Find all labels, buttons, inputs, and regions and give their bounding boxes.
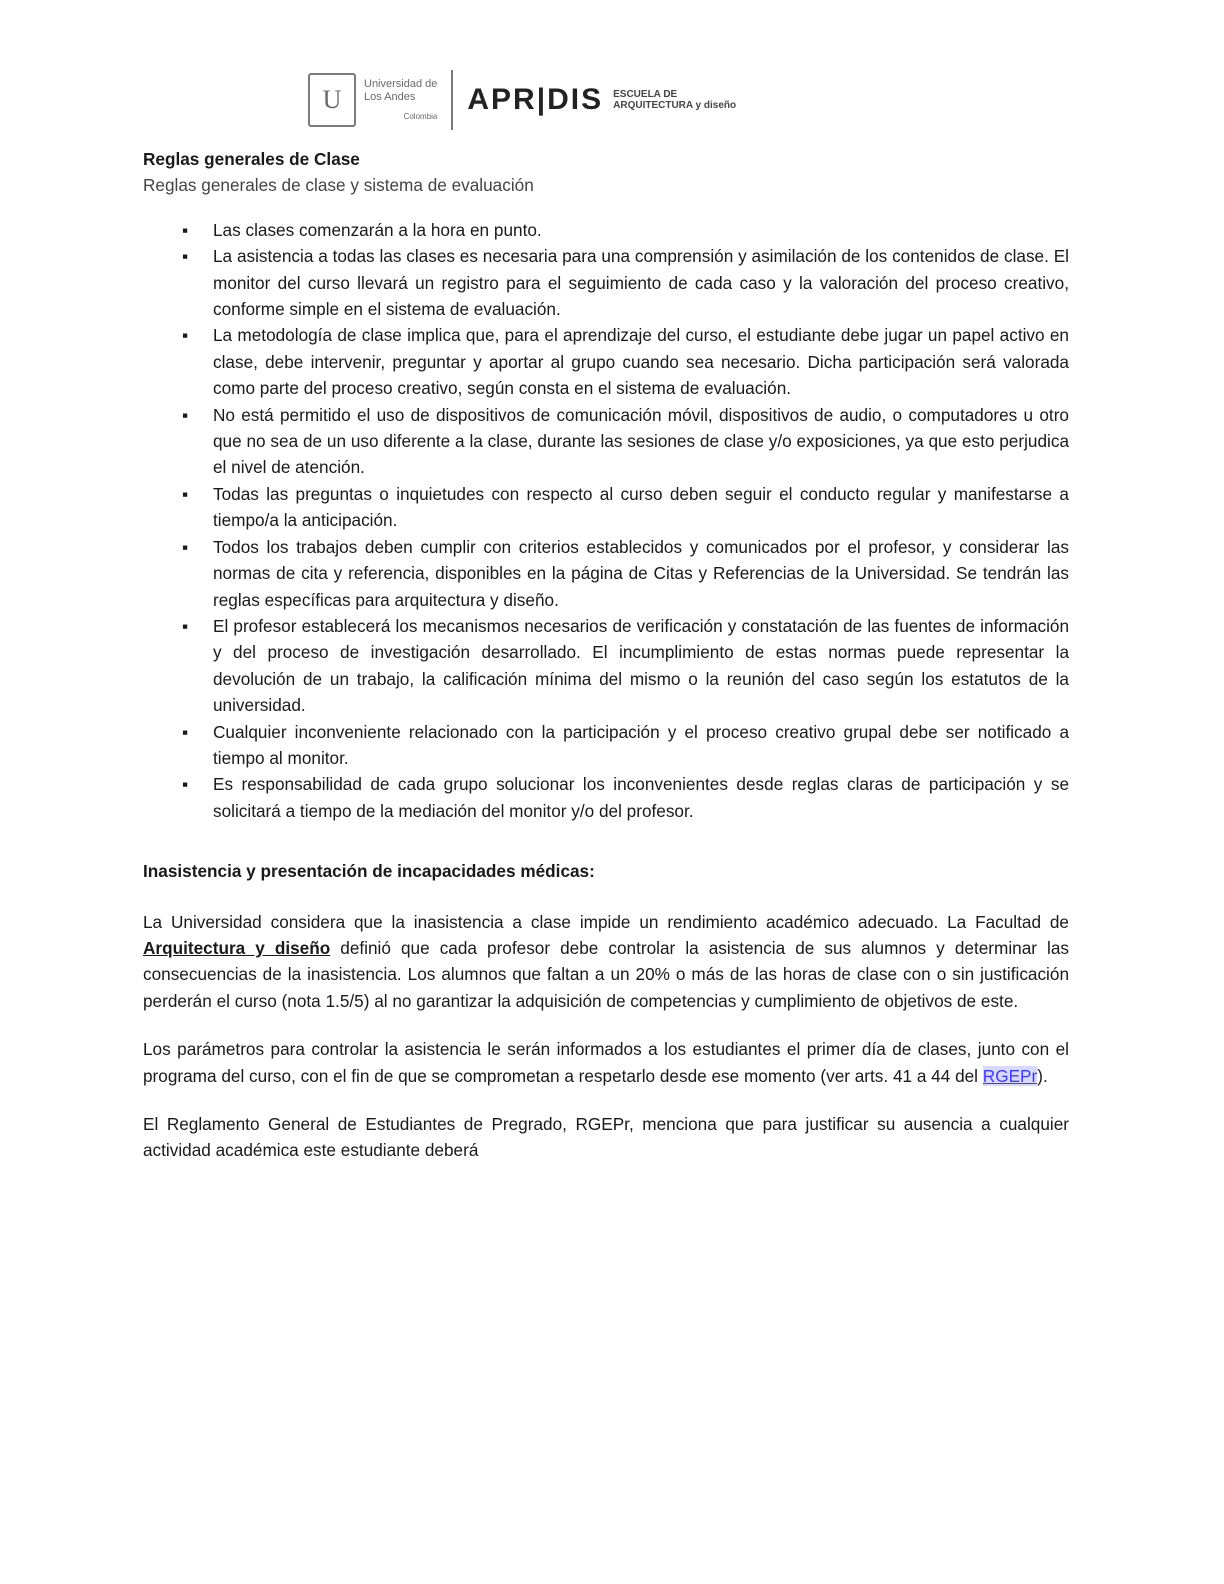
university-logo — [308, 73, 437, 127]
paragraph-regulation: El Reglamento General de Estudiantes de Pregrado, RGEPr, menciona que para justificar su ausencia a cualquier actividad académica este estudiante deberá — [143, 1114, 1069, 1161]
list-item — [143, 534, 1069, 613]
list-item — [143, 481, 1069, 534]
university-name-line1: Universidad de — [364, 77, 438, 90]
paragraph-text: La Universidad considera que la inasistencia a clase impide un rendimiento académico adecuado. La Facultad de — [143, 911, 1069, 932]
rule-text: La asistencia a todas las clases es necesaria para una comprensión y asimilación de los contenidos de clase. El monitor del curso llevará un registro para el seguimiento de cada caso y la valoración del proceso creativo, conforme simple en el sistema de evaluación. — [213, 246, 1069, 320]
list-item — [143, 217, 1069, 243]
university-crest-icon: U — [308, 73, 356, 127]
bullet-icon: ▪ — [181, 721, 189, 742]
paragraph-text: ). — [1037, 1065, 1048, 1086]
list-item — [143, 613, 1069, 719]
section-title: Inasistencia y presentación de incapacidades médicas: — [143, 861, 595, 882]
bullet-icon: ▪ — [181, 615, 189, 636]
header-logos — [308, 70, 736, 130]
list-item — [143, 719, 1069, 772]
list-item — [143, 322, 1069, 401]
university-name-line2: Los Andes — [364, 90, 416, 103]
list-item — [143, 402, 1069, 481]
paragraph-attendance — [143, 909, 1069, 1015]
list-item — [143, 243, 1069, 322]
bullet-icon: ▪ — [181, 483, 189, 504]
bullet-icon: ▪ — [181, 404, 189, 425]
page-title: Reglas generales de Clase — [143, 149, 360, 169]
document-body — [143, 146, 1069, 1186]
school-logo-mark: APR|DIS — [467, 83, 604, 116]
rule-text: La metodología de clase implica que, para el aprendizaje del curso, el estudiante debe jugar un papel activo en clase, debe intervenir, preguntar y aportar al grupo cuando sea necesario. Dicha participación será valorada como parte del proceso creativo, según consta en el sistema de evaluación. — [213, 325, 1069, 399]
bullet-icon: ▪ — [181, 246, 189, 267]
rgepr-link[interactable]: RGEPr — [982, 1065, 1038, 1086]
logo-divider — [451, 70, 453, 130]
rule-text: Las clases comenzarán a la hora en punto. — [213, 219, 542, 240]
rule-text: El profesor establecerá los mecanismos necesarios de verificación y constatación de las fuentes de información y del proceso de investigación desarrollado. El incumplimiento de estas normas puede representar la devolución de un trabajo, la calificación mínima del mismo o la reunión del caso según los estatutos de la universidad. — [213, 615, 1069, 716]
page-subtitle: Reglas generales de clase y sistema de evaluación — [143, 175, 534, 196]
faculty-name: Arquitectura y diseño — [143, 937, 331, 958]
bullet-icon: ▪ — [181, 325, 189, 346]
bullet-icon: ▪ — [181, 219, 189, 240]
rule-text: Cualquier inconveniente relacionado con la participación y el proceso creativo grupal debe ser notificado a tiempo al monitor. — [213, 721, 1069, 768]
list-item — [143, 771, 1069, 824]
paragraph-text: definió que cada profesor debe controlar la asistencia de sus alumnos y determinar las consecuencias de la inasistencia. Los alumnos que faltan a un 20% o más de las horas de clase con o sin justificación perderán el curso (nota 1.5/5) al no garantizar la adquisición de competencias y cumplimiento de objetivos de este. — [143, 937, 1069, 1011]
paragraph-parameters — [143, 1036, 1069, 1089]
university-name — [364, 78, 437, 123]
rule-text: No está permitido el uso de dispositivos de comunicación móvil, dispositivos de audio, o computadores u otro que no sea de un uso diferente a la clase, durante las sesiones de clase y/o exposiciones, ya que esto perjudica el nivel de atención. — [213, 404, 1069, 478]
bullet-icon: ▪ — [181, 774, 189, 795]
rule-text: Todos los trabajos deben cumplir con criterios establecidos y comunicados por el profesor, y considerar las normas de cita y referencia, disponibles en la página de Citas y Referencias de la Universidad. Se tendrán las reglas específicas para arquitectura y diseño. — [213, 536, 1069, 610]
school-name-line1: ESCUELA DE — [613, 89, 678, 100]
school-name — [613, 89, 736, 111]
bullet-icon: ▪ — [181, 536, 189, 557]
paragraph-text: Los parámetros para controlar la asistencia le serán informados a los estudiantes el primer día de clases, junto con el programa del curso, con el fin de que se comprometan a respetarlo desde ese momento (ver arts. 41 a 44 del — [143, 1039, 1069, 1086]
rule-text: Todas las preguntas o inquietudes con respecto al curso deben seguir el conducto regular y manifestarse a tiempo/a la anticipación. — [213, 483, 1069, 531]
university-country: Colombia — [403, 111, 438, 121]
rules-list — [143, 217, 1069, 824]
school-name-line2: ARQUITECTURA y diseño — [613, 100, 737, 111]
rule-text: Es responsabilidad de cada grupo solucionar los inconvenientes desde reglas claras de participación y se solicitará a tiempo de la mediación del monitor y/o del profesor. — [213, 774, 1069, 821]
school-logo — [467, 83, 736, 117]
